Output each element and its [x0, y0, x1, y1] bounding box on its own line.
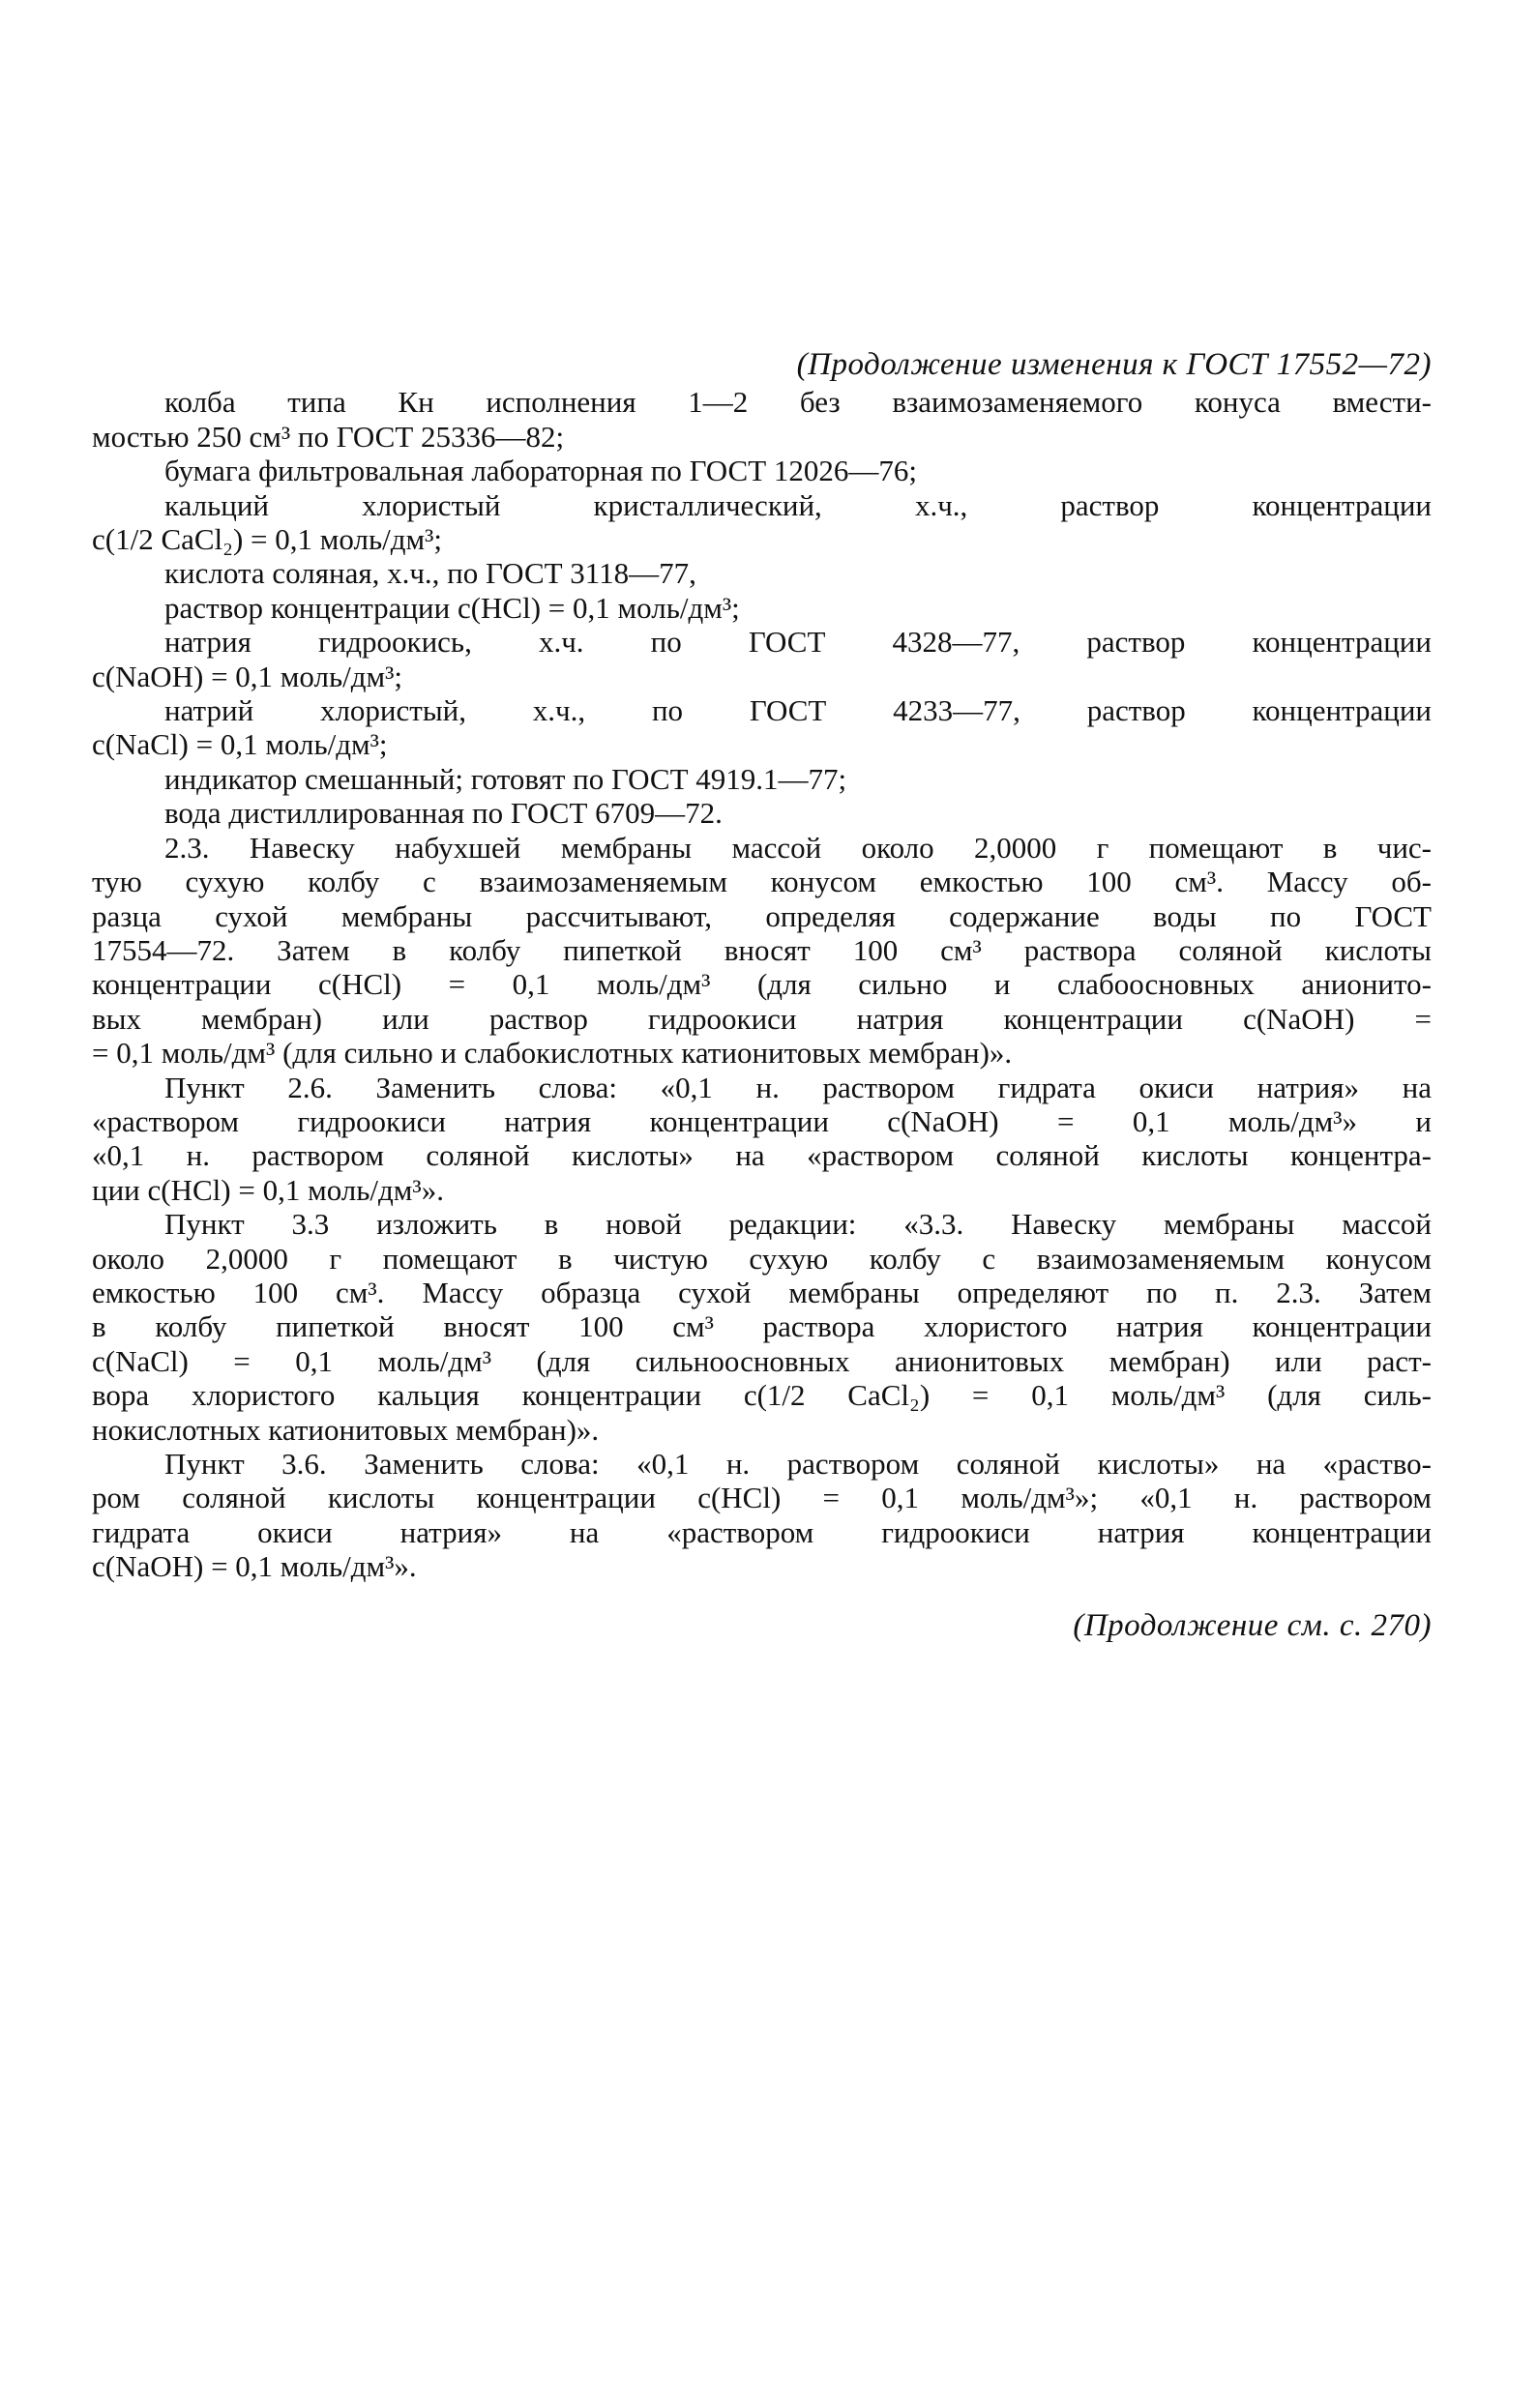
text-line: «0,1 н. раствором соляной кислоты» на «раствором соляной кислоты концентра- — [92, 1138, 1432, 1173]
text-line: около 2,0000 г помещают в чистую сухую колбу с взаимозаменяемым конусом — [92, 1241, 1432, 1276]
text-line: мостью 250 см³ по ГОСТ 25336—82; — [92, 419, 565, 454]
text-block — [92, 385, 1432, 1583]
text-line: емкостью 100 см³. Массу образца сухой мембраны определяют по п. 2.3. Затем — [92, 1275, 1432, 1309]
text-line: Пункт 3.3 изложить в новой редакции: «3.3. Навеску мембраны массой — [164, 1207, 1432, 1242]
text-line: 2.3. Навеску набухшей мембраны массой около 2,0000 г помещают в чис- — [164, 830, 1432, 865]
text-line: натрий хлористый, х.ч., по ГОСТ 4233—77, раствор концентрации — [164, 693, 1432, 728]
text-line: тую сухую колбу с взаимозаменяемым конусом емкостью 100 см³. Массу об- — [92, 865, 1432, 899]
continuation-footer: (Продолжение см. с. 270) — [1073, 1607, 1432, 1643]
text-line: ром соляной кислоты концентрации c(HCl) = 0,1 моль/дм³»; «0,1 н. раствором — [92, 1481, 1432, 1515]
text-line: разца сухой мембраны рассчитывают, определяя содержание воды по ГОСТ — [92, 898, 1432, 933]
text-line: c(NaOH) = 0,1 моль/дм³; — [92, 659, 403, 693]
text-line: вора хлористого кальция концентрации c(1/2 CaCl₂) = 0,1 моль/дм³ (для силь- — [92, 1378, 1432, 1413]
text-line: вода дистиллированная по ГОСТ 6709—72. — [164, 796, 723, 831]
text-line: c(NaCl) = 0,1 моль/дм³; — [92, 727, 388, 762]
text-line: кальций хлористый кристаллический, х.ч., раствор концентрации — [164, 487, 1432, 522]
text-line: 17554—72. Затем в колбу пипеткой вносят 100 см³ раствора соляной кислоты — [92, 932, 1432, 967]
text-line: c(NaOH) = 0,1 моль/дм³». — [92, 1549, 417, 1584]
text-line: ции c(HCl) = 0,1 моль/дм³». — [92, 1172, 444, 1207]
text-line: c(NaCl) = 0,1 моль/дм³ (для сильноосновных анионитовых мембран) или раст- — [92, 1343, 1432, 1378]
text-line: концентрации c(HCl) = 0,1 моль/дм³ (для сильно и слабоосновных анионито- — [92, 967, 1432, 1002]
text-line: бумага фильтровальная лабораторная по ГОСТ 12026—76; — [164, 454, 918, 488]
text-line: c(1/2 CaCl₂) = 0,1 моль/дм³; — [92, 522, 443, 557]
text-line: Пункт 2.6. Заменить слова: «0,1 н. раствором гидрата окиси натрия» на — [164, 1070, 1432, 1104]
text-line: «раствором гидроокиси натрия концентрации c(NaOH) = 0,1 моль/дм³» и — [92, 1103, 1432, 1138]
text-line: натрия гидроокись, х.ч. по ГОСТ 4328—77, раствор концентрации — [164, 625, 1432, 660]
document-body — [92, 348, 1432, 1643]
text-line: гидрата окиси натрия» на «раствором гидроокиси натрия концентрации — [92, 1514, 1432, 1549]
text-line: в колбу пипеткой вносят 100 см³ раствора хлористого натрия концентрации — [92, 1309, 1432, 1344]
continuation-header: (Продолжение изменения к ГОСТ 17552—72) — [796, 347, 1432, 382]
text-line: кислота соляная, х.ч., по ГОСТ 3118—77, — [164, 556, 696, 591]
text-line: индикатор смешанный; готовят по ГОСТ 4919.1—77; — [164, 761, 847, 796]
text-line: нокислотных катионитовых мембран)». — [92, 1412, 600, 1447]
text-line: вых мембран) или раствор гидроокиси натрия концентрации c(NaOH) = — [92, 1001, 1432, 1036]
text-line: = 0,1 моль/дм³ (для сильно и слабокислотных катионитовых мембран)». — [92, 1036, 1013, 1071]
text-line: колба типа Кн исполнения 1—2 без взаимозаменяемого конуса вмести- — [164, 385, 1432, 420]
text-line: Пункт 3.6. Заменить слова: «0,1 н. раствором соляной кислоты» на «раство- — [164, 1447, 1432, 1481]
text-line: раствор концентрации c(HCl) = 0,1 моль/дм³; — [164, 590, 740, 625]
